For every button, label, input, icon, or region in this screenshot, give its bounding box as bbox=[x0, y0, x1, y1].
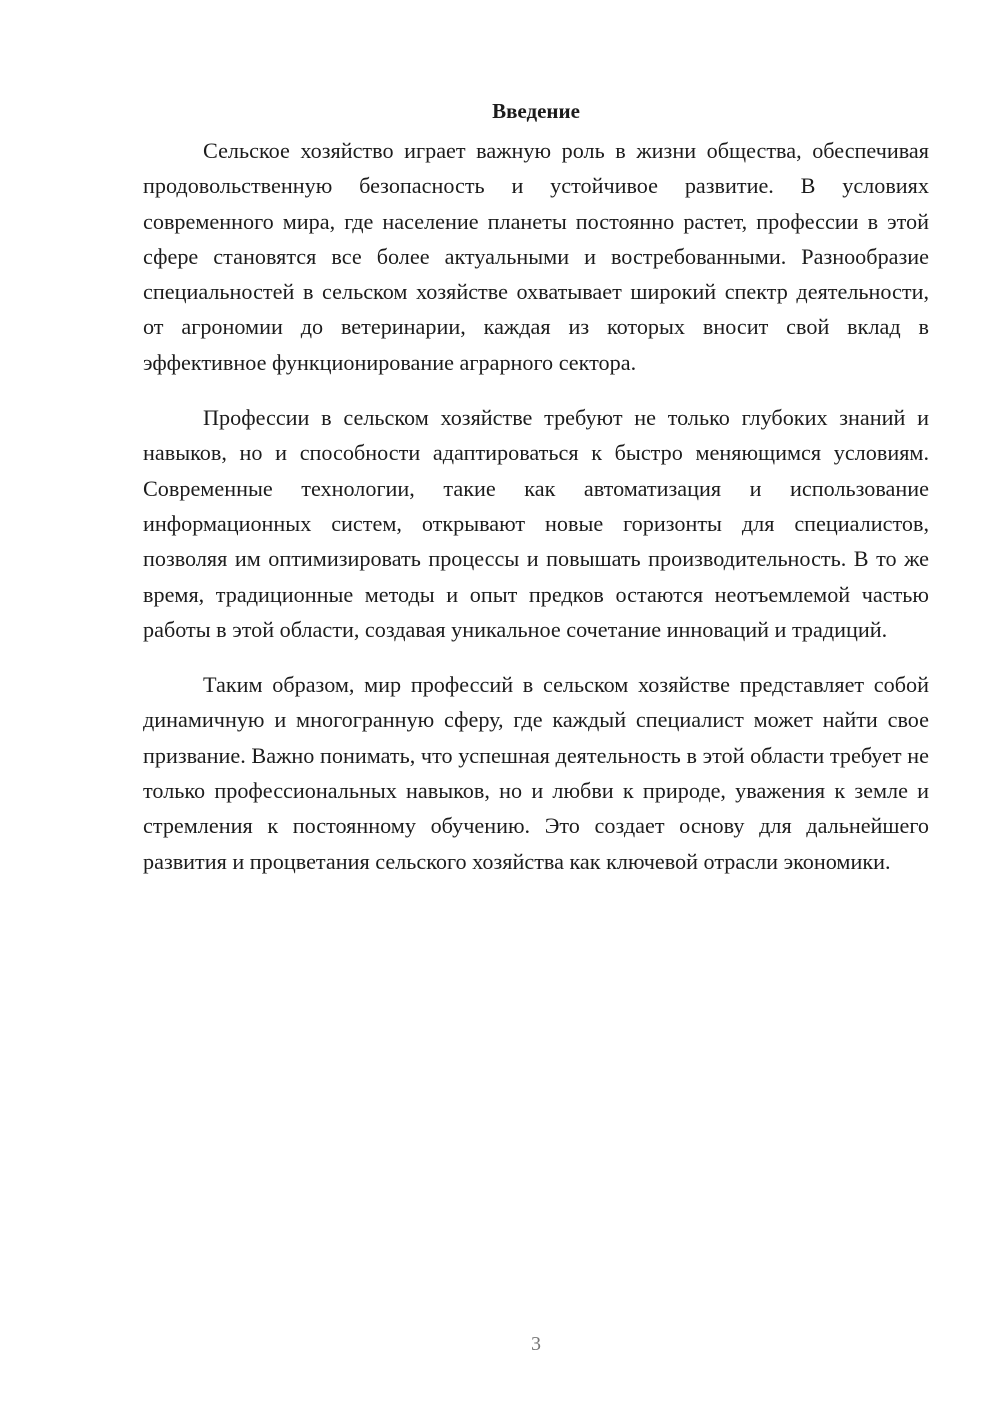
section-title: Введение bbox=[492, 99, 580, 123]
page-number: 3 bbox=[531, 1333, 541, 1355]
paragraph-3: Таким образом, мир профессий в сельском хозяйстве представляет собой динамичную и многогранную сферу, где каждый специалист может найти свое призвание. Важно понимать, что успешная деятельность в этой области требует не только профессиональных навыков, но и любви к природе, уважения к земле и стремления к постоянному обучению. Это создает основу для дальнейшего развития и процветания сельского хозяйства как ключевой отрасли экономики. bbox=[143, 672, 929, 874]
page-content bbox=[143, 97, 929, 899]
paragraph-1: Сельское хозяйство играет важную роль в жизни общества, обеспечивая продовольственную безопасность и устойчивое развитие. В условиях современного мира, где население планеты постоянно растет, профессии в этой сфере становятся все более актуальными и востребованными. Разнообразие специальностей в сельском хозяйстве охватывает широкий спектр деятельности, от агрономии до ветеринарии, каждая из которых вносит свой вклад в эффективное функционирование аграрного сектора. bbox=[143, 138, 929, 375]
paragraph-2: Профессии в сельском хозяйстве требуют не только глубоких знаний и навыков, но и способности адаптироваться к быстро меняющимся условиям. Современные технологии, такие как автоматизация и использование информационных систем, открывают новые горизонты для специалистов, позволяя им оптимизировать процессы и повышать производительность. В то же время, традиционные методы и опыт предков остаются неотъемлемой частью работы в этой области, создавая уникальное сочетание инноваций и традиций. bbox=[143, 405, 929, 642]
